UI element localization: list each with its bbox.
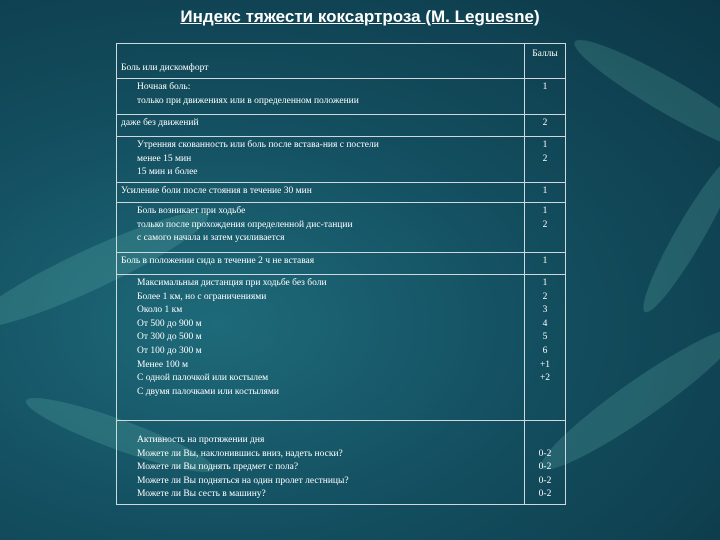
row-line: От 300 до 500 м [137, 332, 202, 343]
score-value: 1 [542, 140, 548, 150]
row-line: От 100 до 300 м [137, 345, 202, 356]
score-value: 1 [542, 186, 548, 196]
row-line: Активность на протяжении дня [137, 435, 265, 446]
row-line: С одной палочкой или костылем [137, 373, 269, 384]
row-line: только при движениях или в определенном положении [137, 95, 359, 106]
table-row [117, 275, 566, 421]
row-text [117, 79, 525, 115]
row-line: Можете ли Вы, наклонившись вниз, надеть носки? [137, 448, 343, 459]
header-pain-label: Боль или дискомфорт [117, 44, 525, 79]
table-header-row [117, 44, 566, 79]
row-line: Более 1 км, но с ограничениями [137, 291, 267, 302]
table-row [117, 253, 566, 275]
row-score [525, 115, 566, 137]
row-line: Около 1 км [137, 305, 183, 316]
score-value: 5 [542, 332, 548, 343]
score-value: 1 [542, 256, 548, 266]
score-value: 6 [542, 345, 548, 356]
score-value: 2 [542, 219, 548, 230]
score-value: 1 [542, 278, 548, 288]
row-line: Боль возникает при ходьбе [137, 206, 246, 216]
row-score [525, 183, 566, 203]
row-line: Можете ли Вы поднять предмет с пола? [137, 462, 299, 473]
row-text [117, 115, 525, 137]
row-text [117, 275, 525, 421]
row-line: 15 мин и более [137, 167, 198, 178]
score-value [529, 434, 561, 448]
row-line: с самого начала и затем усиливается [137, 233, 285, 244]
row-text [117, 183, 525, 203]
row-text [117, 137, 525, 183]
row-score [525, 275, 566, 421]
table-row [117, 183, 566, 203]
row-line: Утренняя скованность или боль после встава-ния с постели [137, 140, 379, 150]
score-value: 0-2 [538, 475, 552, 486]
score-value: 2 [542, 291, 548, 302]
score-value: 2 [542, 118, 548, 128]
row-line: Усиление боли после стояния в течение 30 мин [121, 186, 312, 196]
row-text [117, 421, 525, 505]
row-text [117, 253, 525, 275]
row-line: даже без движений [121, 118, 199, 128]
row-score [525, 253, 566, 275]
row-line: Можете ли Вы подняться на один пролет лестницы? [137, 475, 349, 486]
row-line: Максимальныя дистанция при ходьбе без боли [137, 278, 327, 288]
table-row [117, 137, 566, 183]
score-value: 2 [542, 153, 548, 164]
row-score [525, 421, 566, 505]
background-leaf [566, 27, 720, 166]
row-line: Менее 100 м [137, 359, 189, 370]
row-line: Можете ли Вы сесть в машину? [137, 489, 266, 500]
row-score [525, 203, 566, 253]
row-line: От 500 до 900 м [137, 318, 202, 329]
score-value: +2 [539, 373, 551, 384]
table-row [117, 203, 566, 253]
table-row [117, 421, 566, 505]
row-line: менее 15 мин [137, 153, 192, 164]
table-row [117, 115, 566, 137]
background-leaf [633, 149, 720, 319]
row-text [117, 203, 525, 253]
score-value: 0-2 [538, 489, 552, 500]
row-line: только после прохождения определенной дис-танции [137, 219, 353, 230]
row-line: С двумя палочками или костылями [137, 386, 280, 397]
score-value: 1 [542, 206, 548, 216]
severity-index-table [116, 43, 566, 505]
score-value: 1 [542, 82, 548, 92]
row-score [525, 79, 566, 115]
row-line: Ночная боль: [137, 82, 191, 92]
header-score-label: Баллы [525, 44, 566, 79]
score-value: +1 [539, 359, 551, 370]
score-value: 4 [542, 318, 548, 329]
score-value: 0-2 [538, 448, 552, 459]
table-row [117, 79, 566, 115]
row-score [525, 137, 566, 183]
score-value: 0-2 [538, 462, 552, 473]
page-title: Индекс тяжести коксартроза (M. Leguesne) [180, 7, 540, 26]
score-value: 3 [542, 305, 548, 316]
row-line: Боль в положении сида в течение 2 ч не вставая [121, 256, 315, 266]
